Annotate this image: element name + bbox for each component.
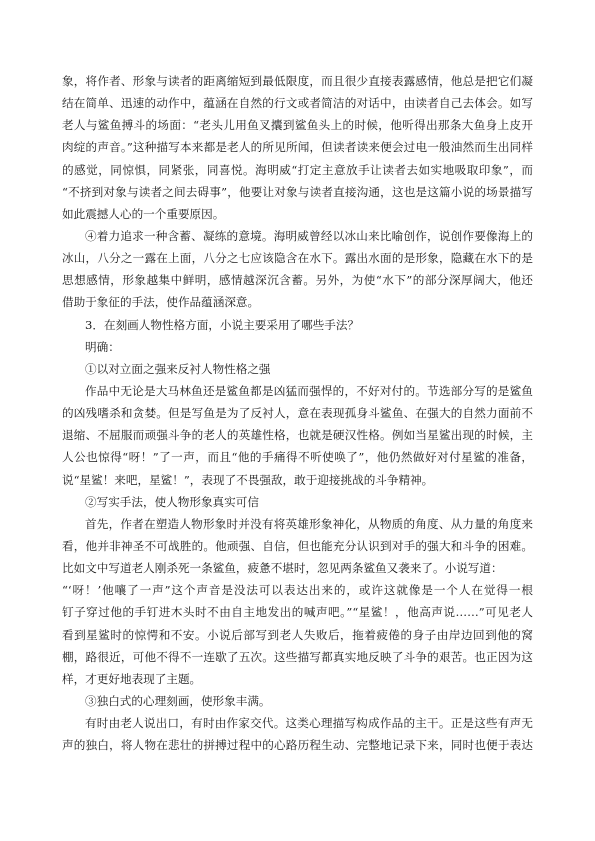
text-line: “不挤到对象与读者之间去碍事”，他要让对象与读者直接沟通，这也是这篇小说的场景描写: [62, 184, 533, 199]
text-line: 明确：: [85, 339, 120, 354]
text-line: ④着力追求一种含蓄、凝练的意境。海明威曾经以冰山来比喻创作，说创作要像海上的: [85, 228, 533, 243]
text-line: 看，他并非神圣不可战胜的。他顽强、自信，但也能充分认识到对手的强大和斗争的困难。: [62, 538, 533, 553]
text-line: 的凶残嗜杀和贪婪。但是写鱼是为了反衬人，意在表现孤身斗鲨鱼、在强大的自然力面前不: [62, 406, 533, 421]
text-line: 有时由老人说出口，有时由作家交代。这类心理描写构成作品的主干。正是这些有声无: [85, 716, 533, 731]
text-line: 象，将作者、形象与读者的距离缩短到最低限度，而且很少直接表露感情，他总是把它们凝: [62, 74, 533, 88]
text-line: 3．在刻画人物性格方面，小说主要采用了哪些手法？: [85, 317, 360, 332]
text-line: 借助于象征的手法，使作品蕴涵深意。: [62, 295, 260, 310]
text-line: 结在简单、迅速的动作中，蕴涵在自然的行文或者简洁的对话中，由读者自己去体会。如写: [62, 96, 533, 111]
text-line: 作品中无论是大马林鱼还是鲨鱼都是凶猛而强悍的，不好对付的。节选部分写的是鲨鱼: [85, 383, 533, 398]
text-line: ①以对立面之强来反衬人物性格之强: [85, 361, 271, 376]
text-line: 比如文中写道老人刚杀死一条鲨鱼，疲惫不堪时，忽见两条鲨鱼又袭来了。小说写道：: [62, 561, 503, 576]
text-line: “‘呀！’他嚷了一声”这个声音是没法可以表达出来的，或许这就像是一个人在觉得一根: [62, 583, 533, 598]
text-line: 人公也惊得“呀！”了一声，而且“他的手痛得不听使唤了”，他仍然做好对付星鲨的准备，: [62, 450, 533, 465]
text-line: 首先，作者在塑造人物形象时并没有将英雄形象神化，从物质的角度、从力量的角度来: [85, 516, 533, 531]
text-line: 钉子穿过他的手钉进木头时不由自主地发出的喊声吧。”“星鲨！，他高声说……”可见老人: [62, 605, 533, 620]
text-line: 思想感情，形象越集中鲜明，感情越深沉含蓄。另外，为使“水下”的部分深厚阔大，他还: [62, 273, 533, 288]
text-line: 老人与鲨鱼搏斗的场面：“老头儿用鱼叉攮到鲨鱼头上的时候，他听得出那条大鱼身上皮开: [62, 118, 533, 133]
document-page: [62, 70, 533, 756]
text-line: 样，才更好地表现了主题。: [62, 671, 202, 686]
text-line: 声的独白，将人物在悲壮的拼搏过程中的心路历程生动、完整地记录下来，同时也便于表达: [62, 738, 533, 753]
text-line: 棚，路很近，可他不得不一连歇了五次。这些描写都真实地反映了斗争的艰苦。也正因为这: [62, 649, 533, 664]
text-line: 肉绽的声音。”这种描写本来都是老人的所见所闻，但读者读来便会过电一般油然而生出同样: [62, 140, 533, 155]
text-line: ②写实手法，使人物形象真实可信: [85, 494, 259, 509]
text-line: 冰山，八分之一露在上面，八分之七应该隐含在水下。露出水面的是形象，隐藏在水下的是: [62, 251, 533, 266]
text-line: 看到星鲨时的惊愕和不安。小说后部写到老人失败后，拖着疲倦的身子由岸边回到他的窝: [62, 627, 533, 642]
text-line: 如此震撼人心的一个重要原因。: [62, 206, 225, 221]
text-line: 的感觉，同惊惧，同紧张，同喜悦。海明威“打定主意放手让读者去如实地吸取印象”，而: [62, 162, 533, 177]
text-line: 退缩、不屈服而顽强斗争的老人的英雄性格，也就是硬汉性格。例如当星鲨出现的时候，主: [62, 428, 533, 443]
text-line: ③独白式的心理刻画，使形象丰满。: [85, 693, 271, 708]
text-line: 说“星鲨！来吧，星鲨！”，表现了不畏强敌，敢于迎接挑战的斗争精神。: [62, 472, 434, 487]
